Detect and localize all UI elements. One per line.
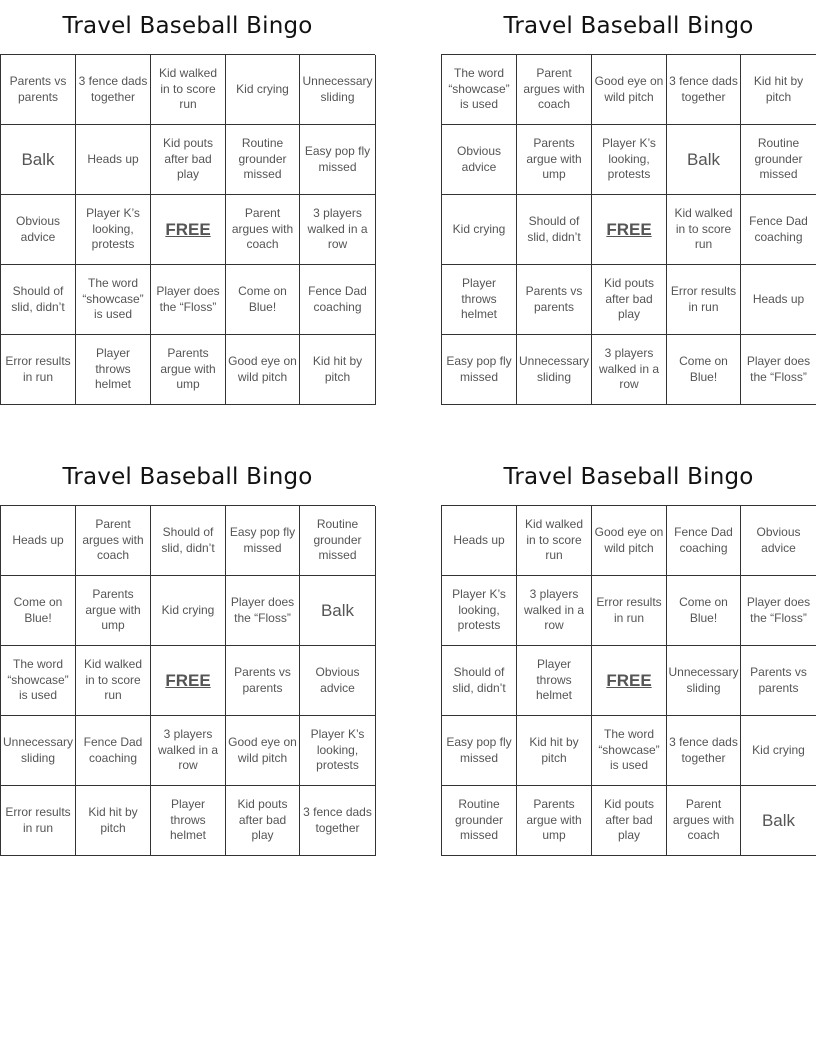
bingo-cell: Good eye on wild pitch <box>592 55 667 125</box>
bingo-grid <box>0 54 375 405</box>
free-space-cell: FREE <box>151 646 226 716</box>
bingo-cell: Player throws helmet <box>517 646 592 716</box>
bingo-cell: 3 fence dads together <box>300 786 376 856</box>
bingo-cell: Come on Blue! <box>226 265 300 335</box>
bingo-cell: Heads up <box>741 265 816 335</box>
bingo-cell: Fence Dad coaching <box>667 506 741 576</box>
bingo-card-1 <box>0 0 375 405</box>
bingo-cell: 3 fence dads together <box>667 716 741 786</box>
bingo-cell: Should of slid, didn’t <box>517 195 592 265</box>
bingo-cell: Easy pop fly missed <box>226 506 300 576</box>
bingo-cell: Parents vs parents <box>1 55 76 125</box>
bingo-card-2 <box>441 0 816 405</box>
bingo-cell: Parent argues with coach <box>226 195 300 265</box>
bingo-cell: Kid walked in to score run <box>76 646 151 716</box>
bingo-cell: Easy pop fly missed <box>442 335 517 405</box>
bingo-cell: 3 players walked in a row <box>592 335 667 405</box>
bingo-cell: Player K’s looking, protests <box>442 576 517 646</box>
bingo-cell: Error results in run <box>592 576 667 646</box>
bingo-cell: Kid crying <box>151 576 226 646</box>
bingo-cell: Kid walked in to score run <box>517 506 592 576</box>
bingo-cell: Parents argue with ump <box>151 335 226 405</box>
bingo-cell: Obvious advice <box>300 646 376 716</box>
bingo-cell: Parent argues with coach <box>76 506 151 576</box>
bingo-cell: Unnecessary sliding <box>300 55 376 125</box>
bingo-cell: 3 players walked in a row <box>151 716 226 786</box>
bingo-cell: 3 players walked in a row <box>517 576 592 646</box>
bingo-cell: Balk <box>741 786 816 856</box>
bingo-cell: The word “showcase” is used <box>76 265 151 335</box>
bingo-cell: Player does the “Floss” <box>151 265 226 335</box>
bingo-cell: Kid crying <box>442 195 517 265</box>
bingo-cell: Should of slid, didn’t <box>442 646 517 716</box>
bingo-cell: Routine grounder missed <box>226 125 300 195</box>
bingo-cell: Player does the “Floss” <box>741 576 816 646</box>
bingo-cell: Kid pouts after bad play <box>226 786 300 856</box>
card-title: Travel Baseball Bingo <box>503 464 754 490</box>
bingo-cell: Player K’s looking, protests <box>300 716 376 786</box>
bingo-grid <box>441 505 816 856</box>
bingo-cell: Come on Blue! <box>667 335 741 405</box>
bingo-cell: Balk <box>300 576 376 646</box>
bingo-cell: Kid hit by pitch <box>300 335 376 405</box>
bingo-cell: Kid pouts after bad play <box>151 125 226 195</box>
bingo-cell: Player does the “Floss” <box>226 576 300 646</box>
bingo-cell: Kid walked in to score run <box>151 55 226 125</box>
bingo-cell: Fence Dad coaching <box>76 716 151 786</box>
bingo-cell: Kid hit by pitch <box>517 716 592 786</box>
bingo-cell: 3 fence dads together <box>667 55 741 125</box>
bingo-cell: Unnecessary sliding <box>1 716 76 786</box>
bingo-cell: Kid walked in to score run <box>667 195 741 265</box>
bingo-cell: Parents vs parents <box>517 265 592 335</box>
bingo-cell: Heads up <box>76 125 151 195</box>
bingo-cell: Player throws helmet <box>442 265 517 335</box>
bingo-cell: Player throws helmet <box>76 335 151 405</box>
bingo-cell: Heads up <box>442 506 517 576</box>
bingo-card-3 <box>0 451 375 856</box>
bingo-cell: Balk <box>667 125 741 195</box>
bingo-cell: Come on Blue! <box>1 576 76 646</box>
bingo-cell: Kid crying <box>226 55 300 125</box>
bingo-cell: Error results in run <box>1 786 76 856</box>
bingo-cell: Come on Blue! <box>667 576 741 646</box>
bingo-card-4 <box>441 451 816 856</box>
bingo-cell: Player K’s looking, protests <box>76 195 151 265</box>
bingo-grid <box>441 54 816 405</box>
bingo-cell: Obvious advice <box>442 125 517 195</box>
bingo-cell: The word “showcase” is used <box>442 55 517 125</box>
bingo-cell: Fence Dad coaching <box>741 195 816 265</box>
card-title: Travel Baseball Bingo <box>62 13 313 39</box>
bingo-cell: Routine grounder missed <box>741 125 816 195</box>
bingo-cell: Player throws helmet <box>151 786 226 856</box>
bingo-cell: Good eye on wild pitch <box>592 506 667 576</box>
bingo-cell: Fence Dad coaching <box>300 265 376 335</box>
bingo-cell: Player K’s looking, protests <box>592 125 667 195</box>
bingo-cell: Kid pouts after bad play <box>592 786 667 856</box>
bingo-cell: Parent argues with coach <box>667 786 741 856</box>
bingo-cell: Easy pop fly missed <box>300 125 376 195</box>
bingo-cell: 3 players walked in a row <box>300 195 376 265</box>
bingo-cell: Unnecessary sliding <box>517 335 592 405</box>
bingo-cell: The word “showcase” is used <box>1 646 76 716</box>
bingo-cell: Should of slid, didn’t <box>151 506 226 576</box>
bingo-cell: Kid hit by pitch <box>741 55 816 125</box>
bingo-cell: Parents argue with ump <box>76 576 151 646</box>
bingo-cell: Kid hit by pitch <box>76 786 151 856</box>
bingo-cell: Good eye on wild pitch <box>226 335 300 405</box>
bingo-cell: Parents argue with ump <box>517 125 592 195</box>
bingo-cell: Should of slid, didn’t <box>1 265 76 335</box>
bingo-cell: Easy pop fly missed <box>442 716 517 786</box>
free-space-cell: FREE <box>592 646 667 716</box>
bingo-cell: Kid pouts after bad play <box>592 265 667 335</box>
bingo-cell: Balk <box>1 125 76 195</box>
card-title: Travel Baseball Bingo <box>503 13 754 39</box>
bingo-cell: Error results in run <box>667 265 741 335</box>
bingo-cell: Heads up <box>1 506 76 576</box>
bingo-grid <box>0 505 375 856</box>
free-space-cell: FREE <box>151 195 226 265</box>
bingo-cell: Good eye on wild pitch <box>226 716 300 786</box>
bingo-cell: The word “showcase” is used <box>592 716 667 786</box>
free-space-cell: FREE <box>592 195 667 265</box>
bingo-cell: Parent argues with coach <box>517 55 592 125</box>
bingo-cell: Kid crying <box>741 716 816 786</box>
bingo-cell: Unnecessary sliding <box>667 646 741 716</box>
bingo-cell: Error results in run <box>1 335 76 405</box>
bingo-cell: Routine grounder missed <box>300 506 376 576</box>
bingo-cell: Obvious advice <box>741 506 816 576</box>
bingo-cell: Routine grounder missed <box>442 786 517 856</box>
bingo-cell: 3 fence dads together <box>76 55 151 125</box>
bingo-cell: Player does the “Floss” <box>741 335 816 405</box>
bingo-cell: Parents argue with ump <box>517 786 592 856</box>
bingo-cell: Parents vs parents <box>741 646 816 716</box>
bingo-cell: Parents vs parents <box>226 646 300 716</box>
bingo-cell: Obvious advice <box>1 195 76 265</box>
card-title: Travel Baseball Bingo <box>62 464 313 490</box>
